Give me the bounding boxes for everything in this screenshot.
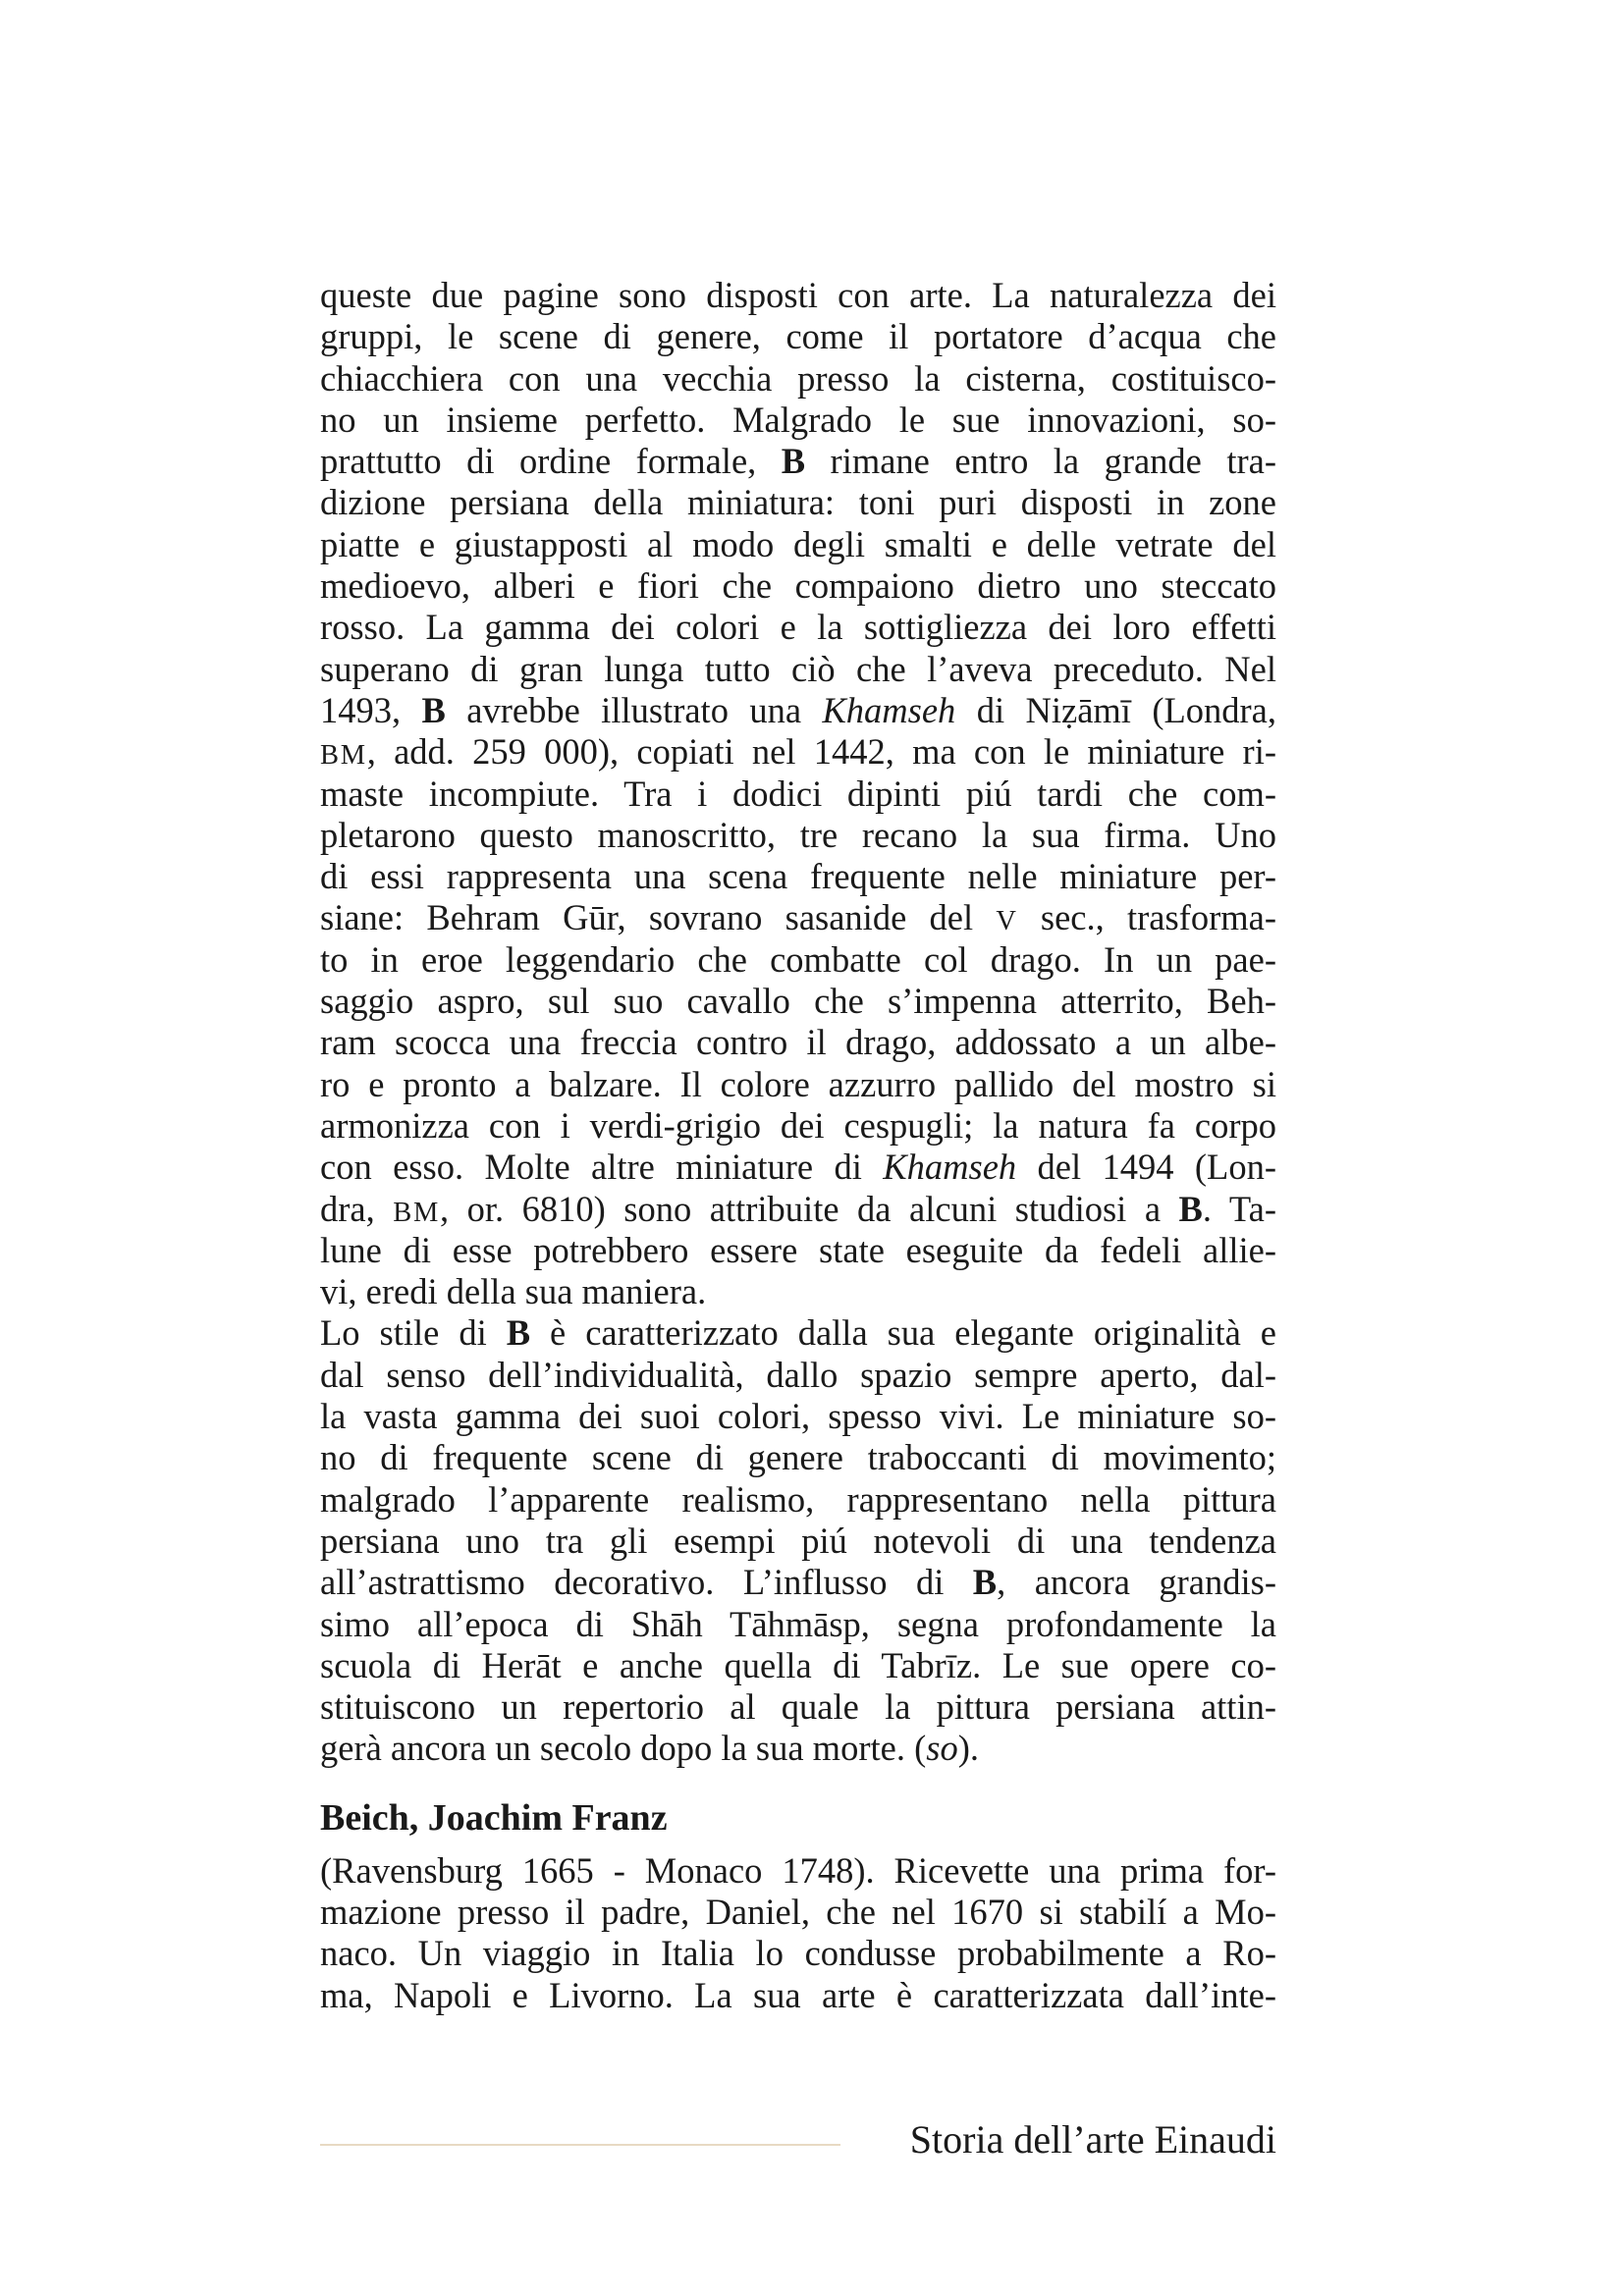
body-line: queste due pagine sono disposti con arte. La naturalezza dei [320,275,1276,315]
body-line: scuola di Herāt e anche quella di Tabrīz. Le sue opere co- [320,1644,1276,1685]
body-line: saggio aspro, sul suo cavallo che s’impenna atterrito, Beh- [320,981,1276,1022]
entry-line: ma, Napoli e Livorno. La sua arte è caratterizzata dall’inte- [320,1974,1276,2015]
body-line: malgrado l’apparente realismo, rappresentano nella pittura [320,1478,1276,1520]
body-line: ro e pronto a balzare. Il colore azzurro pallido del mostro si [320,1063,1276,1104]
entry-line: mazione presso il padre, Daniel, che nel 1670 si stabilí a Mo- [320,1891,1276,1932]
footer-rule [320,2144,840,2146]
body-line: di essi rappresenta una scena frequente nelle miniature per- [320,856,1276,897]
body-line: dra, BM, or. 6810) sono attribuite da alcuni studiosi a B. Ta- [320,1188,1276,1229]
entry-paragraph [320,1850,1276,2016]
body-paragraphs [320,275,1276,1770]
body-line: simo all’epoca di Shāh Tāhmāsp, segna profondamente la [320,1603,1276,1644]
body-line: lune di esse potrebbero essere state eseguite da fedeli allie- [320,1229,1276,1270]
text-column [320,275,1276,2016]
body-line: siane: Behram Gūr, sovrano sasanide del V sec., trasforma- [320,897,1276,938]
body-line: armonizza con i verdi-grigio dei cespugli; la natura fa corpo [320,1104,1276,1146]
body-line: all’astrattismo decorativo. L’influsso di B, ancora grandis- [320,1562,1276,1603]
entry-heading: Beich, Joachim Franz [320,1796,668,1839]
body-line: stituiscono un repertorio al quale la pittura persiana attin- [320,1686,1276,1728]
body-line: persiana uno tra gli esempi piú notevoli di una tendenza [320,1520,1276,1561]
body-line: to in eroe leggendario che combatte col drago. In un pae- [320,938,1276,980]
body-line: 1493, B avrebbe illustrato una Khamseh di Niẓāmī (Londra, [320,689,1277,730]
body-line: con esso. Molte altre miniature di Khamseh del 1494 (Lon- [320,1147,1276,1188]
body-line: prattutto di ordine formale, B rimane entro la grande tra- [320,441,1276,482]
body-line: vi, eredi della sua maniera. [320,1271,707,1312]
body-line: BM, add. 259 000), copiati nel 1442, ma con le miniature ri- [320,731,1276,773]
body-line: gruppi, le scene di genere, come il portatore d’acqua che [320,316,1276,357]
body-line: rosso. La gamma dei colori e la sottigliezza dei loro effetti [320,607,1276,648]
body-line: no un insieme perfetto. Malgrado le sue innovazioni, so- [320,399,1276,440]
body-line: dal senso dell’individualità, dallo spazio sempre aperto, dal- [320,1354,1276,1395]
footer-title: Storia dell’arte Einaudi [909,2117,1276,2162]
entry-line: (Ravensburg 1665 - Monaco 1748). Ricevette una prima for- [320,1849,1276,1891]
body-line: chiacchiera con una vecchia presso la cisterna, costituisco- [320,357,1276,399]
body-line: maste incompiute. Tra i dodici dipinti piú tardi che com- [320,773,1276,814]
body-line: la vasta gamma dei suoi colori, spesso vivi. Le miniature so- [320,1396,1276,1437]
body-line: dizione persiana della miniatura: toni puri disposti in zone [320,482,1276,523]
body-line: no di frequente scene di genere traboccanti di movimento; [320,1437,1276,1478]
body-line: ram scocca una freccia contro il drago, addossato a un albe- [320,1022,1276,1063]
body-line: Lo stile di B è caratterizzato dalla sua elegante originalità e [320,1312,1277,1354]
entry-line: naco. Un viaggio in Italia lo condusse probabilmente a Ro- [320,1933,1276,1974]
body-line: pletarono questo manoscritto, tre recano la sua firma. Uno [320,814,1276,855]
body-line: medioevo, alberi e fiori che compaiono dietro uno steccato [320,565,1276,607]
body-line: gerà ancora un secolo dopo la sua morte. (so). [320,1728,979,1769]
body-line: piatte e giustapposti al modo degli smalti e delle vetrate del [320,523,1276,564]
body-line: superano di gran lunga tutto ciò che l’aveva preceduto. Nel [320,648,1276,689]
